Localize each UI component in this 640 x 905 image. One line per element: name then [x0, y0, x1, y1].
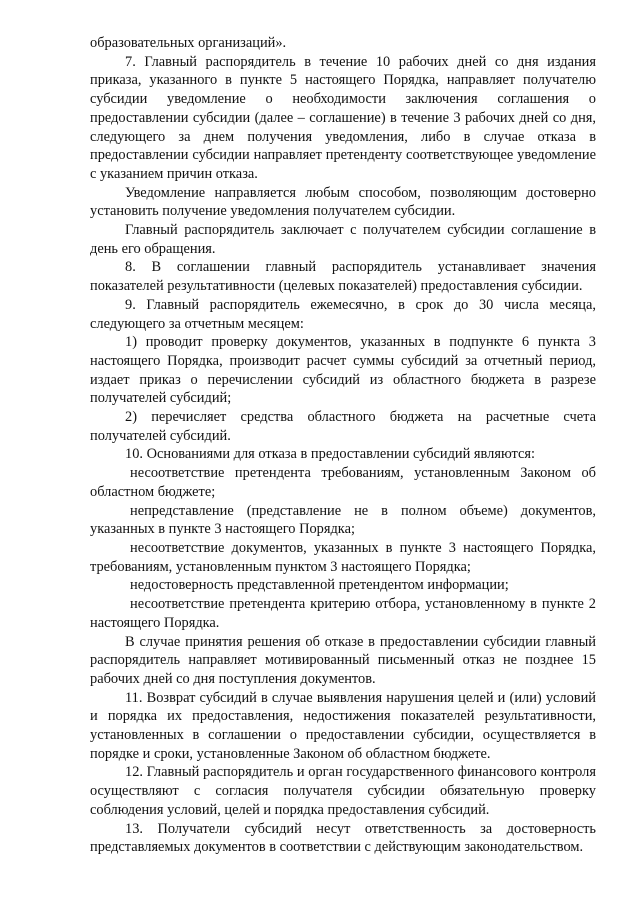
paragraph-item-10: 10. Основаниями для отказа в предоставлении субсидий являются:: [125, 446, 535, 463]
paragraph-item-11: 11. Возврат субсидий в случае выявления нарушения целей и (или) условий и порядка их предоставления, недостижения показателей результативности, установленных в соглашении о предоставлении субсидии, осуществляется в порядке и сроки, установленные Законом об областном бюджете.: [90, 689, 596, 762]
paragraph-refusal-notice: В случае принятия решения об отказе в предоставлении субсидии главный распорядитель направляет мотивированный письменный отказ не позднее 15 рабочих дней со дня поступления документов.: [90, 633, 596, 687]
paragraph-refusal-reason-2: непредставление (представление не в полном объеме) документов, указанных в пункте 3 настоящего Порядка;: [90, 502, 596, 538]
paragraph-item-9-sub-1: 1) проводит проверку документов, указанных в подпункте 6 пункта 3 настоящего Порядка, производит расчет суммы субсидий за отчетный период, издает приказ о перечислении субсидий из областного бюджета в разрезе получателей субсидий;: [90, 334, 596, 407]
paragraph-continuation: образовательных организаций».: [90, 35, 287, 51]
paragraph-refusal-reason-1: несоответствие претендента требованиям, установленным Законом об областном бюджете;: [90, 465, 596, 500]
document-page: [90, 34, 596, 857]
paragraph-item-12: 12. Главный распорядитель и орган государственного финансового контроля осуществляют с согласия получателя субсидии обязательную проверку соблюдения условий, целей и порядка предоставления субсидий.: [90, 764, 596, 818]
paragraph-item-7: 7. Главный распорядитель в течение 10 рабочих дней со дня издания приказа, указанного в пункте 5 настоящего Порядка, направляет получателю субсидии уведомление о необходимости заключения соглашения о предоставлении субсидии (далее – соглашение) в течение 3 рабочих дней со дня, следующего за днем получения уведомления, либо в случае отказа в предоставлении субсидии направляет претенденту соответствующее уведомление с указанием причин отказа.: [90, 53, 596, 182]
paragraph-item-8: 8. В соглашении главный распорядитель устанавливает значения показателей результативности (целевых показателей) предоставления субсидии.: [90, 259, 596, 295]
paragraph-refusal-reason-3: несоответствие документов, указанных в пункте 3 настоящего Порядка, требованиям, установленным пунктом 3 настоящего Порядка;: [90, 539, 596, 575]
paragraph-item-9-sub-2: 2) перечисляет средства областного бюджета на расчетные счета получателей субсидий.: [90, 409, 596, 444]
paragraph-refusal-reason-4: недостоверность представленной претендентом информации;: [130, 577, 509, 594]
paragraph-agreement-conclusion: Главный распорядитель заключает с получателем субсидии соглашение в день его обращения.: [90, 222, 596, 257]
paragraph-item-13: 13. Получатели субсидий несут ответственность за достоверность представляемых документов в соответствии с действующим законодательством.: [90, 820, 596, 856]
paragraph-item-9: 9. Главный распорядитель ежемесячно, в срок до 30 числа месяца, следующего за отчетным месяцем:: [90, 296, 596, 332]
paragraph-refusal-reason-5: несоответствие претендента критерию отбора, установленному в пункте 2 настоящего Порядка.: [90, 596, 596, 631]
paragraph-notification-method: Уведомление направляется любым способом, позволяющим достоверно установить получение уведомления получателем субсидии.: [90, 184, 596, 220]
